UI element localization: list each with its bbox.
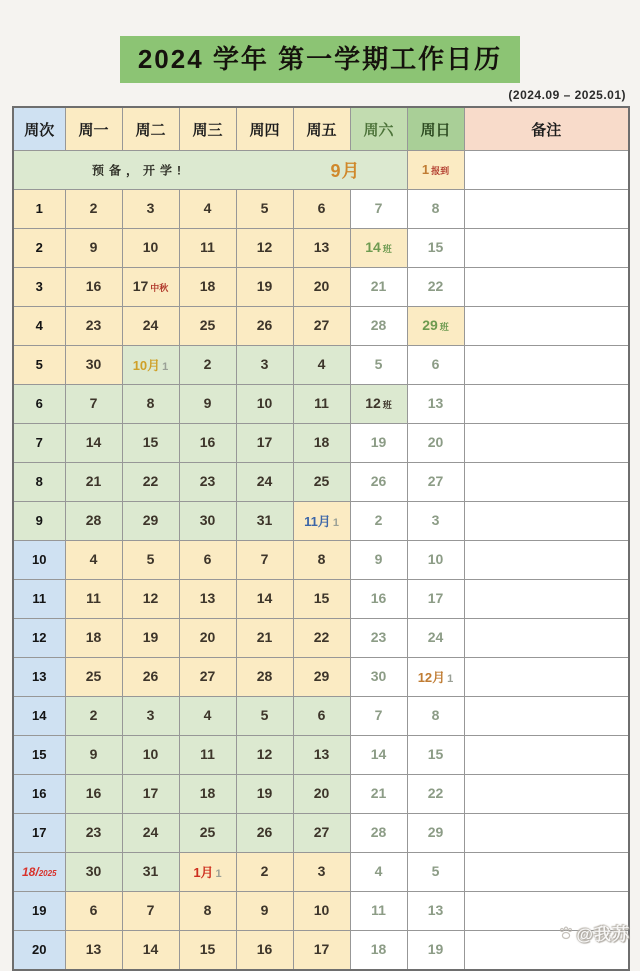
col-header-3: 周二 — [122, 107, 179, 151]
day-cell: 15 — [293, 580, 350, 619]
remark-cell — [464, 151, 629, 190]
paw-icon — [558, 925, 574, 941]
remark-cell — [464, 697, 629, 736]
day-cell: 13 — [179, 580, 236, 619]
day-cell: 10 — [407, 541, 464, 580]
day-cell: 21 — [236, 619, 293, 658]
day-cell: 1月 1 — [179, 853, 236, 892]
day-cell: 14 — [65, 424, 122, 463]
day-cell: 8 — [122, 385, 179, 424]
week-row — [13, 268, 629, 307]
day-cell: 12 — [122, 580, 179, 619]
day-cell: 31 — [236, 502, 293, 541]
day-cell: 29 — [122, 502, 179, 541]
day-cell: 26 — [236, 307, 293, 346]
day-cell: 31 — [122, 853, 179, 892]
september-row — [13, 151, 629, 190]
remark-cell — [464, 775, 629, 814]
day-cell: 11 — [179, 736, 236, 775]
week-number-cell: 14 — [13, 697, 65, 736]
day-cell: 17 — [122, 775, 179, 814]
col-header-5: 周四 — [236, 107, 293, 151]
day-cell: 2 — [179, 346, 236, 385]
week-row — [13, 931, 629, 971]
day-cell: 23 — [350, 619, 407, 658]
title-bar — [0, 0, 640, 83]
week-number-cell: 17 — [13, 814, 65, 853]
day-cell: 24 — [407, 619, 464, 658]
date-range: (2024.09 – 2025.01) — [508, 88, 626, 103]
remark-cell — [464, 424, 629, 463]
remark-cell — [464, 190, 629, 229]
day-cell: 17 中秋 — [122, 268, 179, 307]
day-cell: 9 — [65, 736, 122, 775]
week-number-cell: 18/2025 — [13, 853, 65, 892]
day-cell: 5 — [122, 541, 179, 580]
september-banner — [13, 151, 407, 190]
day-cell: 19 — [236, 775, 293, 814]
remark-cell — [464, 268, 629, 307]
day-cell: 3 — [293, 853, 350, 892]
day-cell: 3 — [407, 502, 464, 541]
week-number-cell: 12 — [13, 619, 65, 658]
remark-cell — [464, 346, 629, 385]
day-cell: 28 — [236, 658, 293, 697]
remark-cell — [464, 814, 629, 853]
day-cell: 22 — [293, 619, 350, 658]
day-cell: 28 — [350, 307, 407, 346]
day-cell: 11 — [350, 892, 407, 931]
day-cell: 18 — [293, 424, 350, 463]
day-cell: 5 — [236, 697, 293, 736]
week-row — [13, 580, 629, 619]
day-cell: 4 — [350, 853, 407, 892]
day-cell: 27 — [293, 814, 350, 853]
day-cell: 18 — [65, 619, 122, 658]
day-cell: 8 — [407, 697, 464, 736]
day-cell: 29 班 — [407, 307, 464, 346]
day-cell: 16 — [350, 580, 407, 619]
week-row — [13, 229, 629, 268]
day-cell: 22 — [407, 775, 464, 814]
term-start-note: 预备，开学! — [92, 163, 186, 178]
day-cell: 20 — [293, 268, 350, 307]
day-cell: 20 — [293, 775, 350, 814]
day-cell: 17 — [236, 424, 293, 463]
week-row — [13, 307, 629, 346]
remark-cell — [464, 619, 629, 658]
day-cell: 6 — [407, 346, 464, 385]
day-cell: 9 — [350, 541, 407, 580]
week-row — [13, 190, 629, 229]
watermark-text: @我苏 — [576, 925, 630, 944]
day-cell: 12 — [236, 229, 293, 268]
day-cell: 22 — [122, 463, 179, 502]
day-cell: 23 — [65, 814, 122, 853]
day-cell: 24 — [236, 463, 293, 502]
day-cell: 21 — [350, 775, 407, 814]
day-cell: 27 — [407, 463, 464, 502]
day-cell: 15 — [407, 229, 464, 268]
week-number-cell: 10 — [13, 541, 65, 580]
day-cell: 13 — [293, 229, 350, 268]
day-cell: 18 — [350, 931, 407, 971]
day-cell: 12 — [236, 736, 293, 775]
week-number-cell: 2 — [13, 229, 65, 268]
day-cell: 19 — [122, 619, 179, 658]
day-cell: 12 班 — [350, 385, 407, 424]
week-row — [13, 658, 629, 697]
week-number-cell: 4 — [13, 307, 65, 346]
week-number-cell: 6 — [13, 385, 65, 424]
day-cell: 4 — [293, 346, 350, 385]
day-cell: 27 — [293, 307, 350, 346]
day-cell: 7 — [350, 190, 407, 229]
day-cell: 22 — [407, 268, 464, 307]
day-cell: 27 — [179, 658, 236, 697]
day-cell: 26 — [236, 814, 293, 853]
week-number-cell: 15 — [13, 736, 65, 775]
day-cell: 6 — [293, 697, 350, 736]
col-header-9: 备注 — [464, 107, 629, 151]
day-cell: 19 — [350, 424, 407, 463]
day-cell: 24 — [122, 814, 179, 853]
day-cell: 14 — [122, 931, 179, 971]
day-cell: 17 — [293, 931, 350, 971]
day-cell: 15 — [122, 424, 179, 463]
week-number-cell: 7 — [13, 424, 65, 463]
report-day-number: 1 — [421, 162, 430, 178]
day-cell: 14 — [350, 736, 407, 775]
week-number-cell: 8 — [13, 463, 65, 502]
col-header-6: 周五 — [293, 107, 350, 151]
day-cell: 24 — [122, 307, 179, 346]
week-row — [13, 814, 629, 853]
remark-cell — [464, 463, 629, 502]
day-cell: 10月 1 — [122, 346, 179, 385]
day-cell: 13 — [407, 892, 464, 931]
day-cell: 2 — [350, 502, 407, 541]
week-row — [13, 697, 629, 736]
week-row — [13, 619, 629, 658]
day-cell: 10 — [293, 892, 350, 931]
remark-cell — [464, 580, 629, 619]
day-cell: 25 — [179, 307, 236, 346]
day-cell: 7 — [122, 892, 179, 931]
day-cell: 17 — [407, 580, 464, 619]
day-cell: 30 — [65, 346, 122, 385]
report-day-label: 报到 — [431, 166, 450, 177]
day-cell: 5 — [407, 853, 464, 892]
day-cell: 15 — [407, 736, 464, 775]
remark-cell — [464, 385, 629, 424]
week-row — [13, 775, 629, 814]
week-number-cell: 13 — [13, 658, 65, 697]
day-cell: 2 — [65, 190, 122, 229]
day-cell: 14 — [236, 580, 293, 619]
day-cell: 16 — [179, 424, 236, 463]
day-cell: 20 — [179, 619, 236, 658]
day-cell: 4 — [179, 697, 236, 736]
day-cell: 3 — [236, 346, 293, 385]
week-number-cell: 11 — [13, 580, 65, 619]
day-cell: 25 — [65, 658, 122, 697]
september-sunday-cell — [407, 151, 464, 190]
day-cell: 29 — [293, 658, 350, 697]
day-cell: 4 — [65, 541, 122, 580]
remark-cell — [464, 541, 629, 580]
remark-cell — [464, 853, 629, 892]
col-header-4: 周三 — [179, 107, 236, 151]
day-cell: 2 — [65, 697, 122, 736]
day-cell: 13 — [407, 385, 464, 424]
day-cell: 13 — [65, 931, 122, 971]
col-header-7: 周六 — [350, 107, 407, 151]
week-row — [13, 892, 629, 931]
day-cell: 26 — [350, 463, 407, 502]
week-row — [13, 541, 629, 580]
day-cell: 9 — [236, 892, 293, 931]
week-number-cell: 19 — [13, 892, 65, 931]
day-cell: 5 — [350, 346, 407, 385]
remark-cell — [464, 658, 629, 697]
day-cell: 9 — [179, 385, 236, 424]
day-cell: 28 — [350, 814, 407, 853]
col-header-8: 周日 — [407, 107, 464, 151]
week-number-cell: 3 — [13, 268, 65, 307]
day-cell: 18 — [179, 775, 236, 814]
day-cell: 25 — [179, 814, 236, 853]
day-cell: 19 — [236, 268, 293, 307]
watermark — [558, 920, 630, 945]
remark-cell — [464, 502, 629, 541]
day-cell: 28 — [65, 502, 122, 541]
day-cell: 10 — [122, 229, 179, 268]
day-cell: 26 — [122, 658, 179, 697]
day-cell: 30 — [350, 658, 407, 697]
day-cell: 12月 1 — [407, 658, 464, 697]
week-row — [13, 346, 629, 385]
day-cell: 23 — [65, 307, 122, 346]
page-title: 2024 学年 第一学期工作日历 — [120, 36, 520, 83]
day-cell: 16 — [236, 931, 293, 971]
day-cell: 2 — [236, 853, 293, 892]
day-cell: 25 — [293, 463, 350, 502]
col-header-2: 周一 — [65, 107, 122, 151]
day-cell: 19 — [407, 931, 464, 971]
day-cell: 7 — [236, 541, 293, 580]
day-cell: 11 — [65, 580, 122, 619]
day-cell: 7 — [65, 385, 122, 424]
remark-cell — [464, 307, 629, 346]
day-cell: 7 — [350, 697, 407, 736]
day-cell: 13 — [293, 736, 350, 775]
day-cell: 11 — [179, 229, 236, 268]
week-row — [13, 424, 629, 463]
day-cell: 29 — [407, 814, 464, 853]
week-row — [13, 502, 629, 541]
day-cell: 4 — [179, 190, 236, 229]
day-cell: 23 — [179, 463, 236, 502]
day-cell: 9 — [65, 229, 122, 268]
day-cell: 3 — [122, 697, 179, 736]
september-month-label: 9月 — [330, 161, 361, 182]
week-number-cell: 20 — [13, 931, 65, 971]
week-row — [13, 463, 629, 502]
day-cell: 8 — [407, 190, 464, 229]
day-cell: 15 — [179, 931, 236, 971]
day-cell: 5 — [236, 190, 293, 229]
day-cell: 10 — [122, 736, 179, 775]
week-number-cell: 9 — [13, 502, 65, 541]
day-cell: 16 — [65, 775, 122, 814]
week-row — [13, 385, 629, 424]
day-cell: 30 — [65, 853, 122, 892]
day-cell: 3 — [122, 190, 179, 229]
remark-cell — [464, 736, 629, 775]
day-cell: 6 — [65, 892, 122, 931]
day-cell: 14 班 — [350, 229, 407, 268]
day-cell: 16 — [65, 268, 122, 307]
day-cell: 30 — [179, 502, 236, 541]
day-cell: 8 — [293, 541, 350, 580]
week-row — [13, 853, 629, 892]
week-row — [13, 736, 629, 775]
day-cell: 8 — [179, 892, 236, 931]
col-header-1: 周次 — [13, 107, 65, 151]
day-cell: 18 — [179, 268, 236, 307]
header-row — [13, 107, 629, 151]
day-cell: 21 — [65, 463, 122, 502]
day-cell: 21 — [350, 268, 407, 307]
week-number-cell: 5 — [13, 346, 65, 385]
calendar-table — [12, 106, 630, 971]
day-cell: 10 — [236, 385, 293, 424]
day-cell: 11 — [293, 385, 350, 424]
day-cell: 6 — [179, 541, 236, 580]
week-number-cell: 1 — [13, 190, 65, 229]
day-cell: 6 — [293, 190, 350, 229]
day-cell: 20 — [407, 424, 464, 463]
remark-cell — [464, 229, 629, 268]
day-cell: 11月 1 — [293, 502, 350, 541]
week-number-cell: 16 — [13, 775, 65, 814]
